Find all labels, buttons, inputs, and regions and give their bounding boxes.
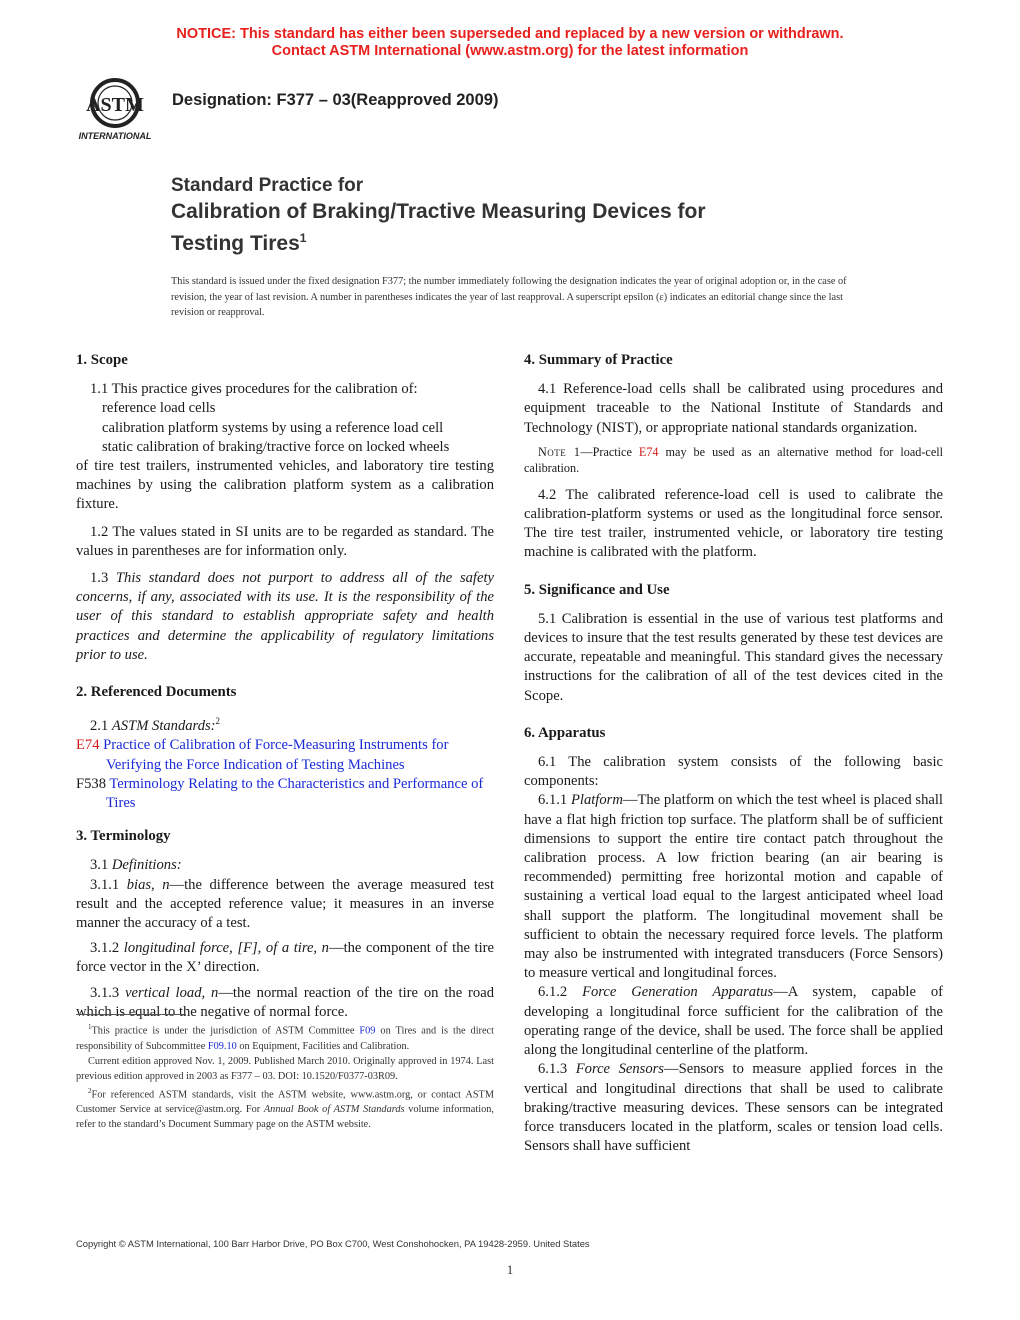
paragraph-3-1-3-number: 3.1.3 (90, 984, 126, 1001)
paragraph-2-1-footnote-mark: 2 (215, 716, 221, 727)
footnote-1-text-c: on Equipment, Facilities and Calibration. (236, 1040, 410, 1052)
footnote-1-text-b: on Tires and is the direct responsibility of Subcommittee (76, 1025, 494, 1052)
reference-f538[interactable] (76, 775, 494, 813)
paragraph-3-1-1-number: 3.1.1 (90, 876, 127, 893)
paragraph-6-1-3-text: —Sensors to measure applied forces in the vertical and longitudinal directions that shall be used to calibrate braking/tractive measuring devices. These sensors can be integrated force transducers located in the platform, scales or tension load cells. Sensors shall have sufficient (524, 1061, 944, 1155)
notice-line-2: Contact ASTM International (www.astm.org) for the latest information (271, 43, 749, 59)
reference-f538-code: F538 (76, 775, 107, 792)
paragraph-3-1-2-text: —the component of the tire force vector in the X’ direction. (76, 940, 495, 976)
logo-mark: ASTM (86, 94, 144, 116)
paragraph-4-2: 4.2 The calibrated reference-load cell is used to calibrate the calibration-platform systems or used as the longitudinal force sensor. The tire test trailer, instrumented vehicle, or laboratory tire testing machine is calibrated with the platform. (524, 486, 943, 561)
paragraph-3-1-1-text: —the difference between the average measured test result and the accepted reference value; it measures in an inverse manner the accuracy of a test. (76, 876, 494, 931)
paragraph-6-1-3 (524, 1060, 943, 1156)
paragraph-3-1-2 (76, 939, 494, 977)
left-column (76, 351, 494, 1026)
paragraph-6-1-3-number: 6.1.3 (538, 1061, 576, 1078)
issued-note: This standard is issued under the fixed designation F377; the number immediately following the designation indicates the year of original adoption or, in the case of revision, the year of last revision. A number in parentheses indicates the year of last reapproval. A superscript epsilon (ε) indicates an editorial change since the last revision or reapproval. (171, 276, 847, 318)
paragraph-1-3 (76, 569, 494, 665)
term-force-generation-apparatus: Force Generation Apparatus (582, 984, 774, 1001)
section-heading-summary: 4. Summary of Practice (524, 352, 673, 368)
designation: Designation: F377 – 03(Reapproved 2009) (172, 91, 499, 109)
footnote-1-edition: Current edition approved Nov. 1, 2009. Published March 2010. Originally approved in 1974. Last previous edition approved in 2003 as F377 – 03. DOI: 10.1520/F0377-03R09. (76, 1055, 494, 1082)
footnote-2-mark: 2 (88, 1086, 92, 1095)
section-heading-significance: 5. Significance and Use (524, 581, 670, 598)
section-heading-referenced-documents: 2. Referenced Documents (76, 684, 237, 701)
note-1-text-a: —Practice (580, 444, 639, 459)
title-line-1: Standard Practice for (171, 175, 364, 196)
section-heading-scope: 1. Scope (76, 352, 128, 368)
note-e74-link[interactable]: E74 (638, 444, 659, 459)
paragraph-1-2: 1.2 The values stated in SI units are to be regarded as standard. The values in parentheses are for information only. (76, 523, 494, 559)
subcommittee-f09-10-link[interactable]: F09.10 (207, 1040, 237, 1052)
term-vertical-load: vertical load, n (125, 984, 219, 1001)
paragraph-6-1-2 (524, 983, 943, 1060)
astm-logo-icon (74, 74, 164, 144)
logo-caption: INTERNATIONAL (78, 131, 152, 141)
paragraph-1-1: 1.1 This practice gives procedures for the calibration of: (90, 381, 418, 398)
paragraph-3-1-2-number: 3.1.2 (90, 940, 124, 957)
paragraph-6-1-1 (524, 791, 943, 983)
footnote-2-book-title: Annual Book of ASTM Standards (263, 1104, 405, 1116)
paragraph-6-1: 6.1 The calibration system consists of the following basic components: (524, 754, 943, 790)
paragraph-6-1-1-text: —The platform on which the test wheel is placed shall have a flat high friction top surface. The platform shall be of sufficient dimensions to support the entire tire contact patch throughout the calibration process. A low friction bearing (an air bearing is recommended) permitting free horizontal motion and capable of sustaining a vertical load equal to the largest anticipated wheel load shall support the platform. The longitudinal movement shall be sufficient to obtain the necessary required force levels. The platform may also be instrumented with integrated transducers (Force Sensors) to measure vertical and longitudinal forces. (524, 792, 943, 982)
paragraph-6-1-1-number: 6.1.1 (538, 792, 571, 809)
paragraph-1-3-number: 1.3 (90, 570, 116, 587)
footnotes (76, 1020, 494, 1133)
title-line-2: Calibration of Braking/Tractive Measuring Devices for (171, 200, 706, 223)
reference-e74-code[interactable]: E74 (76, 737, 100, 754)
paragraph-1-3-text: This standard does not purport to address all of the safety concerns, if any, associated with its use. It is the responsibility of the user of this standard to establish appropriate safety and health practices and determine the applicability of regulatory limitations prior to use. (76, 570, 494, 663)
scope-item-1: reference load cells (102, 400, 216, 417)
footnote-1-text-a: This practice is under the jurisdiction of ASTM Committee (91, 1025, 360, 1037)
copyright-line: Copyright © ASTM International, 100 Barr Harbor Drive, PO Box C700, West Conshohocken, PA 19428-2959. United States (76, 1238, 590, 1249)
title-footnote-mark: 1 (299, 231, 307, 245)
paragraph-6-1-2-text: —A system, capable of developing a longitudinal force sufficient for the calibration of the operating range of the device, shall be used. The force shall be applied along the longitudinal centerline of the platform. (524, 984, 943, 1059)
note-1-label: Note 1 (538, 444, 581, 459)
title-line-3: Testing Tires (171, 232, 300, 255)
note-1-text-b: may be used as an alternative method for load-cell calibration. (524, 444, 944, 475)
notice-line-1: NOTICE: This standard has either been superseded and replaced by a new version or withdrawn. (176, 26, 844, 42)
paragraph-3-1-3-text: —the normal reaction of the tire on the road which is equal to the negative of normal force. (76, 984, 494, 1020)
note-1 (524, 444, 943, 476)
term-force-sensors: Force Sensors (575, 1061, 664, 1078)
paragraph-4-1: 4.1 Reference-load cells shall be calibrated using procedures and equipment traceable to the National Institute of Standards and Technology (NIST), or appropriate national standards organization. (524, 381, 943, 436)
term-platform: Platform (570, 792, 623, 809)
right-column (524, 351, 943, 1160)
paragraph-2-1 (76, 712, 494, 736)
paragraph-3-1 (76, 856, 494, 875)
footnote-1-mark: 1 (88, 1023, 92, 1031)
paragraph-6-1-2-number: 6.1.2 (538, 984, 583, 1001)
paragraph-3-1-number: 3.1 (90, 857, 112, 874)
reference-e74[interactable] (76, 736, 494, 774)
footnote-2 (76, 1084, 494, 1133)
scope-item-3: static calibration of braking/tractive force on locked wheels (102, 438, 450, 455)
footnote-2-text-b: volume information, refer to the standard’s Document Summary page on the ASTM website. (76, 1104, 494, 1131)
paragraph-3-1-3 (76, 984, 494, 1022)
term-bias: bias, n (126, 876, 170, 893)
committee-f09-link[interactable]: F09 (359, 1025, 376, 1037)
paragraph-5-1: 5.1 Calibration is essential in the use of various test platforms and devices to insure that the test results generated by these test devices are accurate, repeatable and meaningful. This standard gives the necessary instructions for the calibration of all of the test devices cited in the Scope. (524, 610, 943, 704)
footnote-2-text-a: For referenced ASTM standards, visit the ASTM website, www.astm.org, or contact ASTM Customer Service at service@astm.org. For (76, 1089, 494, 1116)
scope-item-2: calibration platform systems by using a reference load cell (102, 419, 444, 436)
term-longitudinal-force: longitudinal force, [F], of a tire, n (123, 940, 329, 957)
astm-logo (74, 74, 164, 144)
document-title (171, 173, 706, 257)
reference-e74-title[interactable]: Practice of Calibration of Force-Measuring Instruments for Verifying the Force Indication of Testing Machines (103, 737, 449, 773)
supersede-notice (0, 26, 1020, 60)
paragraph-3-1-1 (76, 876, 494, 934)
section-heading-apparatus: 6. Apparatus (524, 724, 606, 741)
paragraph-2-1-number: 2.1 (90, 718, 112, 735)
page-number: 1 (506, 1262, 514, 1277)
paragraph-3-1-text: Definitions: (111, 857, 182, 874)
footnote-divider (76, 1014, 186, 1015)
paragraph-2-1-text: ASTM Standards: (111, 718, 216, 735)
section-heading-terminology: 3. Terminology (76, 828, 171, 845)
footnote-1 (76, 1020, 494, 1054)
paragraph-1-1-rest: of tire test trailers, instrumented vehicles, and laboratory tire testing machines by using the calibration platform system as a calibration fixture. (76, 458, 494, 513)
reference-f538-title[interactable]: Terminology Relating to the Characteristics and Performance of Tires (106, 775, 484, 811)
